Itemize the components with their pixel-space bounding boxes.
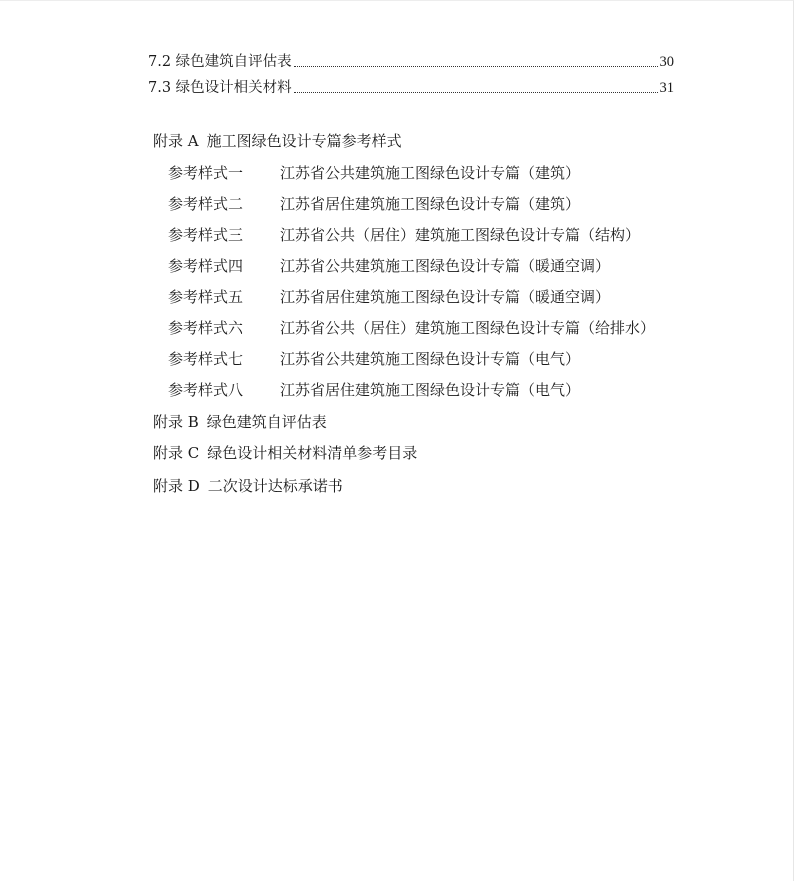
sample-style-4[interactable]: [168, 255, 610, 277]
appendix-title: 二次设计达标承诺书: [207, 477, 343, 495]
sample-style-5[interactable]: [168, 286, 610, 308]
sample-label: 参考样式二: [168, 195, 244, 213]
appendix-c-heading[interactable]: [153, 442, 417, 464]
sample-style-8[interactable]: [168, 379, 580, 401]
appendix-title: 绿色建筑自评估表: [206, 413, 327, 431]
sample-style-3[interactable]: [168, 224, 640, 246]
sample-style-7[interactable]: [168, 348, 580, 370]
sample-label: 参考样式四: [168, 257, 244, 275]
sample-label: 参考样式五: [168, 288, 244, 306]
toc-leader-dots: [294, 65, 658, 67]
sample-label: 参考样式一: [168, 164, 244, 182]
sample-title: 江苏省公共（居住）建筑施工图绿色设计专篇（给排水）: [280, 319, 656, 337]
sample-title: 江苏省公共（居住）建筑施工图绿色设计专篇（结构）: [280, 226, 641, 244]
toc-entry-7-2[interactable]: [148, 50, 674, 72]
sample-title: 江苏省居住建筑施工图绿色设计专篇（建筑）: [280, 195, 581, 213]
appendix-a-heading[interactable]: [153, 130, 402, 152]
sample-title: 江苏省公共建筑施工图绿色设计专篇（暖通空调）: [280, 257, 611, 275]
toc-entry-label: 7.2 绿色建筑自评估表: [148, 54, 292, 70]
toc-entry-7-3[interactable]: [148, 76, 674, 98]
sample-style-6[interactable]: [168, 317, 655, 339]
sample-label: 参考样式七: [168, 350, 244, 368]
sample-style-2[interactable]: [168, 193, 580, 215]
toc-page-number: 30: [659, 54, 674, 70]
toc-page-number: 31: [659, 80, 674, 96]
appendix-label: 附录 D: [153, 477, 200, 495]
sample-label: 参考样式三: [168, 226, 244, 244]
sample-title: 江苏省居住建筑施工图绿色设计专篇（电气）: [280, 381, 581, 399]
sample-label: 参考样式六: [168, 319, 244, 337]
sample-title: 江苏省公共建筑施工图绿色设计专篇（电气）: [280, 350, 581, 368]
appendix-title: 绿色设计相关材料清单参考目录: [207, 444, 418, 462]
toc-leader-dots: [294, 91, 658, 93]
appendix-d-heading[interactable]: [153, 475, 343, 497]
appendix-b-heading[interactable]: [153, 411, 327, 433]
sample-style-1[interactable]: [168, 162, 580, 184]
toc-entry-label: 7.3 绿色设计相关材料: [148, 80, 292, 96]
sample-label: 参考样式八: [168, 381, 244, 399]
sample-title: 江苏省公共建筑施工图绿色设计专篇（建筑）: [280, 164, 581, 182]
sample-title: 江苏省居住建筑施工图绿色设计专篇（暖通空调）: [280, 288, 611, 306]
appendix-label: 附录 C: [153, 444, 200, 462]
appendix-label: 附录 A: [153, 132, 199, 150]
appendix-title: 施工图绿色设计专篇参考样式: [206, 132, 402, 150]
appendix-label: 附录 B: [153, 413, 199, 431]
